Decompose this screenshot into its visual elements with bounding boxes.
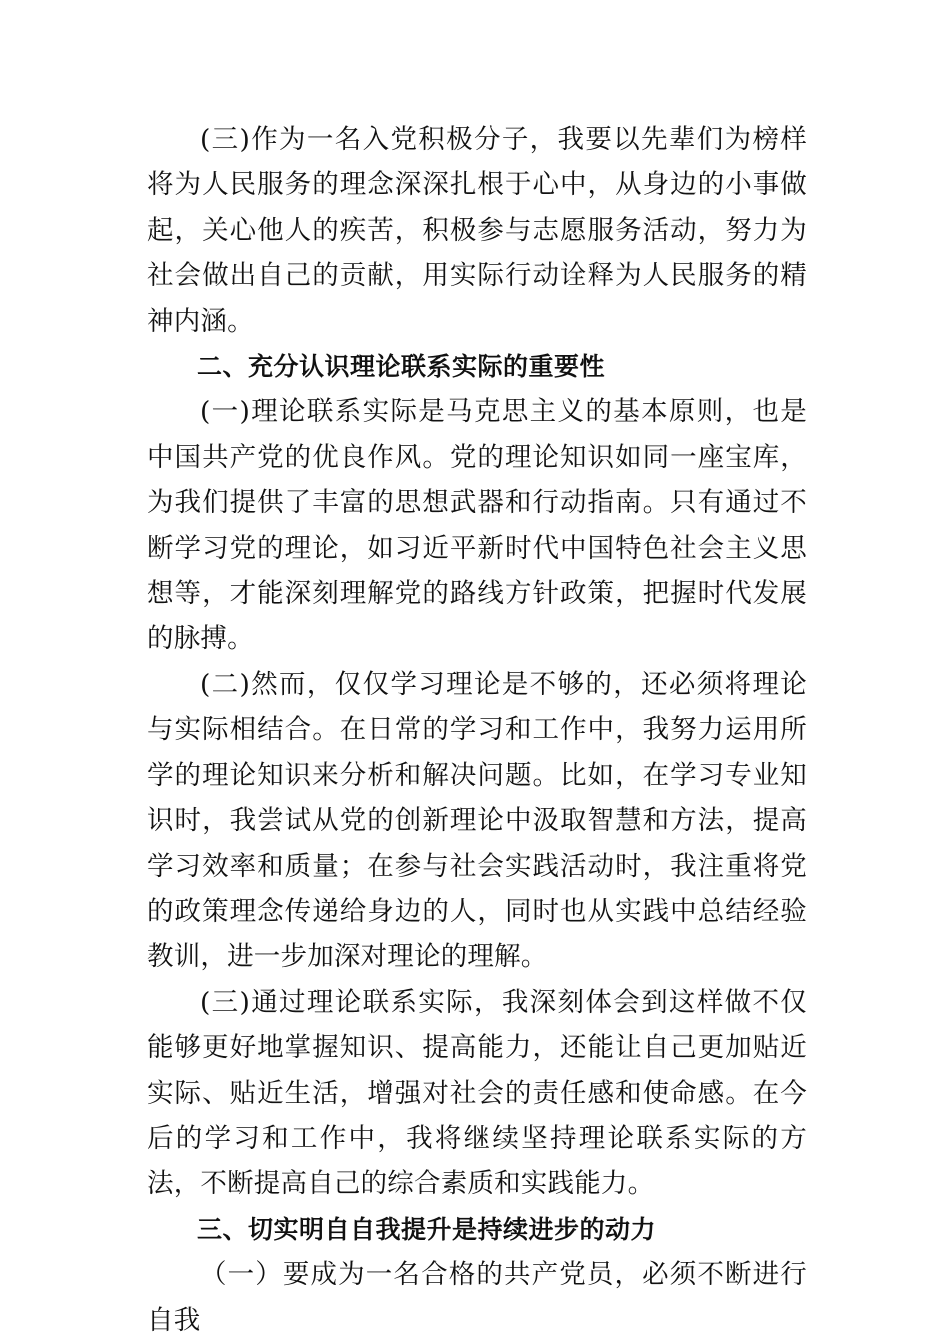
paragraph-1-self-improvement: （一）要成为一名合格的共产党员，必须不断进行自我 [147,1259,807,1336]
paragraph-2-practice: (二)然而，仅仅学习理论是不够的，还必须将理论与实际相结合。在日常的学习和工作中，我努力运用所学的理论知识来分析和解决问题。比如，在学习专业知识时，我尝试从党的创新理论中汲取智慧和方法，提高学习效率和质量；在参与社会实践活动时，我注重将党的政策理念传递给身边的人，同时也从实践中总结经验教训，进一步加深对理论的理解。 [147,668,807,973]
paragraph-1-theory: (一)理论联系实际是马克思主义的基本原则，也是中国共产党的优良作风。党的理论知识如同一座宝库，为我们提供了丰富的思想武器和行动指南。只有通过不断学习党的理论，如习近平新时代中国特色社会主义思想等，才能深刻理解党的路线方针政策，把握时代发展的脉搏。 [147,396,807,655]
document-page [147,117,807,1343]
section-heading-3: 三、切实明自自我提升是持续进步的动力 [197,1214,657,1244]
section-heading-2: 二、充分认识理论联系实际的重要性 [197,352,606,382]
paragraph-3-service: (三)作为一名入党积极分子，我要以先辈们为榜样将为人民服务的理念深深扎根于心中，从身边的小事做起，关心他人的疾苦，积极参与志愿服务活动，努力为社会做出自己的贡献，用实际行动诠释为人民服务的精神内涵。 [147,124,807,337]
paragraph-3-practice: (三)通过理论联系实际，我深刻体会到这样做不仅能够更好地掌握知识、提高能力，还能让自己更加贴近实际、贴近生活，增强对社会的责任感和使命感。在今后的学习和工作中，我将继续坚持理论联系实际的方法，不断提高自己的综合素质和实践能力。 [147,986,807,1200]
